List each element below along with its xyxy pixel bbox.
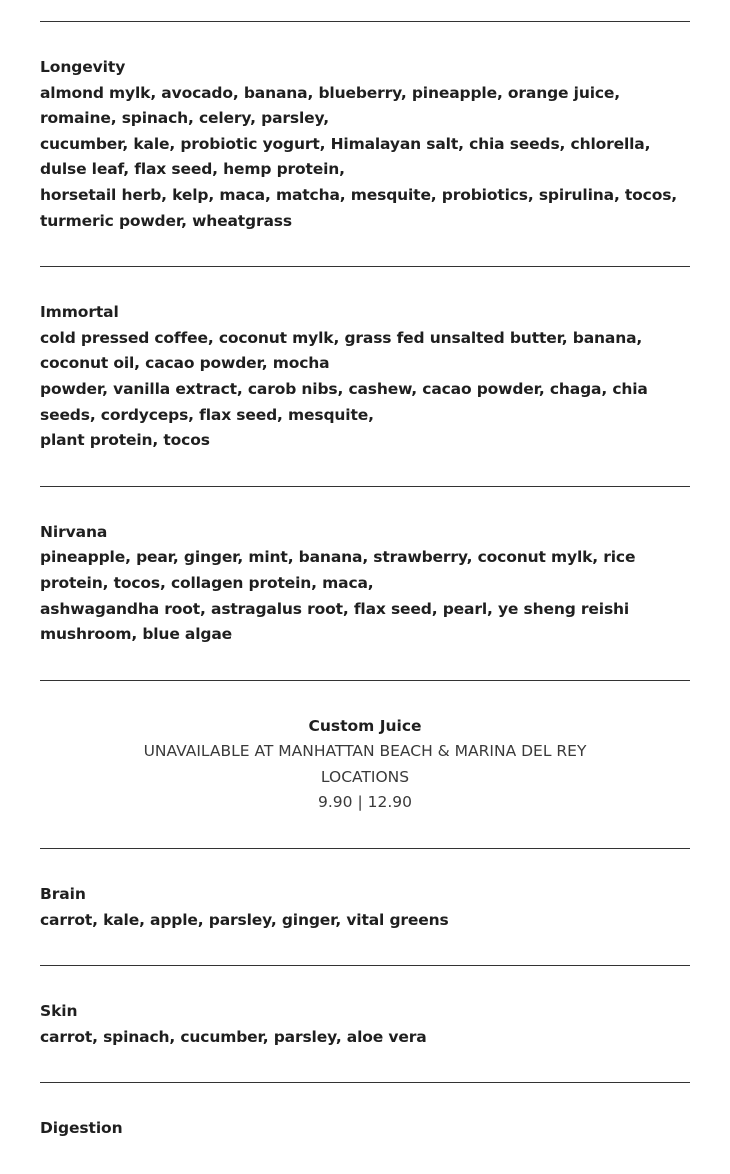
menu-item-immortal xyxy=(40,267,690,486)
item-title: Longevity xyxy=(40,58,126,76)
ingredient-line: almond mylk, avocado, banana, blueberry, pineapple, orange juice, romaine, spinach, celery, parsley, xyxy=(40,83,621,128)
item-title: Nirvana xyxy=(40,522,108,541)
item-ingredients: carrot, spinach, cucumber, parsley, aloe vera xyxy=(40,1027,427,1046)
item-ingredients xyxy=(40,545,690,647)
menu-item-skin xyxy=(40,966,690,1082)
ingredient-line: powder, vanilla extract, carob nibs, cashew, cacao powder, chaga, chia seeds, cordyceps, flax seed, mesquite, xyxy=(40,379,648,424)
ingredient-line: horsetail herb, kelp, maca, matcha, mesquite, probiotics, spirulina, tocos, turmeric powder, wheatgrass xyxy=(40,185,678,230)
menu-item-longevity xyxy=(40,22,690,266)
ingredient-line: cucumber, kale, probiotic yogurt, Himalayan salt, chia seeds, chlorella, dulse leaf, flax seed, hemp protein, xyxy=(40,134,651,179)
item-title: Skin xyxy=(40,1002,78,1021)
ingredient-line: plant protein, tocos xyxy=(40,431,210,450)
menu-page xyxy=(40,0,690,1174)
custom-juice-title: Custom Juice xyxy=(308,716,422,735)
price: 9.90 | 12.90 xyxy=(318,793,412,812)
item-ingredients xyxy=(40,81,690,235)
item-title: Brain xyxy=(40,885,86,904)
ingredient-line: cold pressed coffee, coconut mylk, grass fed unsalted butter, banana, coconut oil, cacao powder, mocha xyxy=(40,328,643,373)
item-title: Digestion xyxy=(40,1119,123,1138)
item-ingredients xyxy=(40,326,690,454)
item-title: Immortal xyxy=(40,303,119,322)
ingredient-line: ashwagandha root, astragalus root, flax seed, pearl, ye sheng reishi mushroom, blue algae xyxy=(40,599,630,644)
menu-item-nirvana xyxy=(40,487,690,680)
menu-item-digestion xyxy=(40,1083,690,1174)
availability-note: UNAVAILABLE AT MANHATTAN BEACH & MARINA DEL REY LOCATIONS xyxy=(143,742,587,786)
item-ingredients: carrot, kale, apple, parsley, ginger, vital greens xyxy=(40,910,449,929)
menu-item-brain xyxy=(40,849,690,965)
ingredient-line: pineapple, pear, ginger, mint, banana, strawberry, coconut mylk, rice protein, tocos, collagen protein, maca, xyxy=(40,548,636,592)
custom-juice-section xyxy=(40,681,690,848)
